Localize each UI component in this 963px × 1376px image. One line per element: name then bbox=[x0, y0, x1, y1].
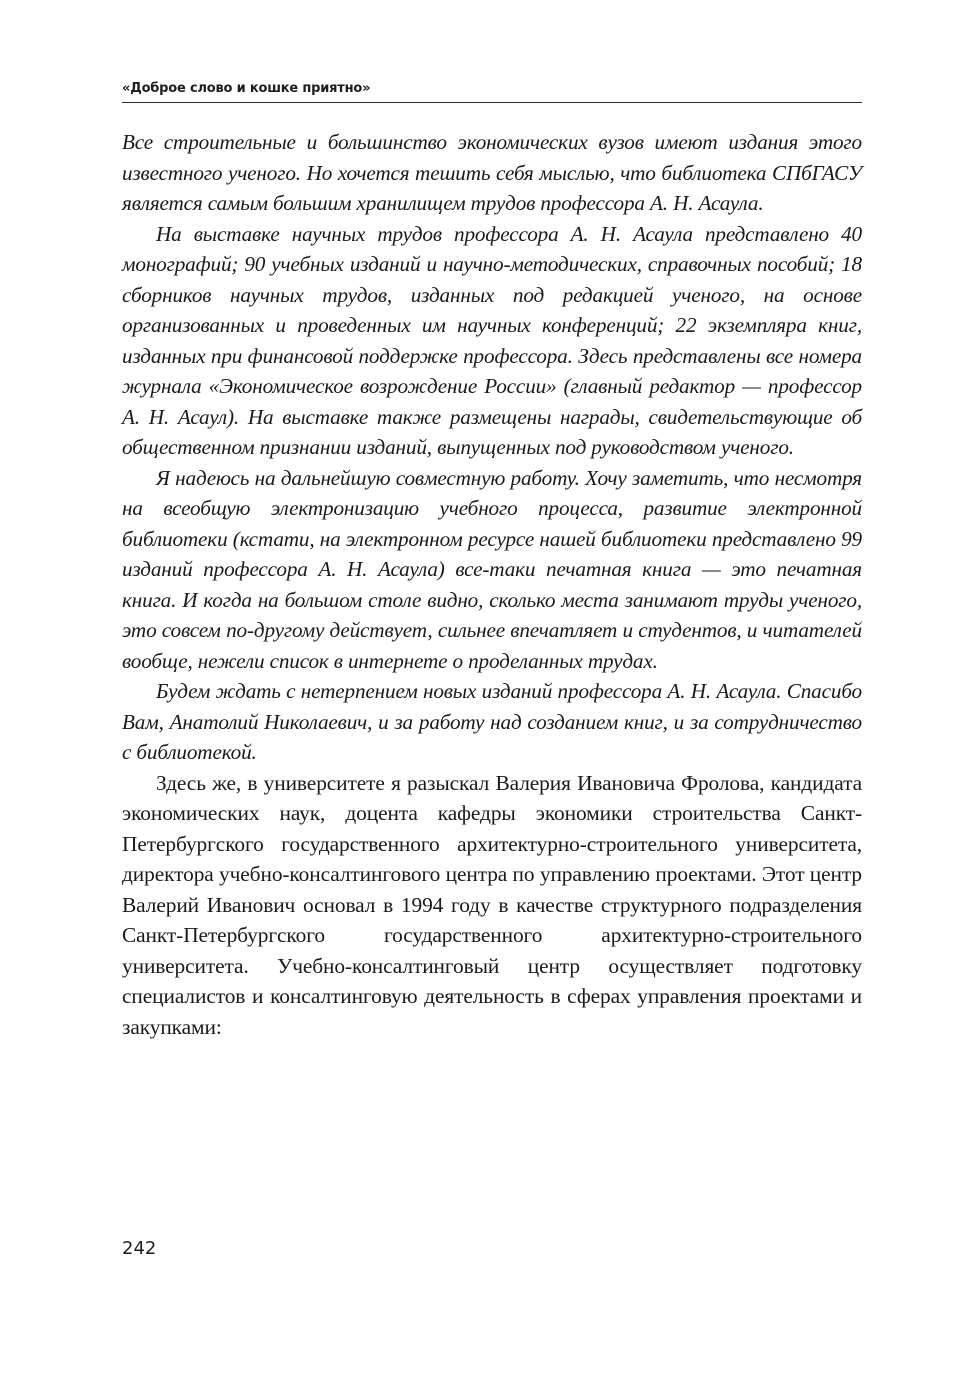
paragraph-frolov: Здесь же, в университете я разыскал Валерия Ивановича Фролова, кандидата экономических наук, доцента кафедры экономики строительства Санкт-Петербургского государственного архитектурно-строительного университета, директора учебно-консалтингового центра по управлению проектами. Этот центр Валерий Иванович основал в 1994 году в качестве структурного подразделения Санкт-Петербургского государственного архитектурно-строительного университета. Учебно-консалтинговый центр осуществляет подготовку специалистов и консалтинговую деятельность в сферах управления проектами и закупками: bbox=[122, 770, 862, 1039]
paragraph-cooperation: Я надеюсь на дальнейшую совместную работу. Хочу заметить, что несмотря на всеобщую электронизацию учебного процесса, развитие электронной библиотеки (кстати, на электронном ресурсе нашей библиотеки представлено 99 изданий профессора А. Н. Асаула) все-таки печатная книга — это печатная книга. И когда на большом столе видно, сколько места занимают труды ученого, это совсем по-другому действует, сильнее впечатляет и студентов, и читателей вообще, нежели список в интернете о проделанных трудах. bbox=[122, 465, 862, 673]
running-head: «Доброе слово и кошке приятно» bbox=[122, 81, 371, 96]
header-rule bbox=[122, 102, 862, 103]
paragraph-exhibition: На выставке научных трудов профессора А. Н. Асаула представлено 40 монографий; 90 учебных изданий и научно-методических, справочных пособий; 18 сборников научных трудов, изданных под редакцией ученого, на основе организованных и проведенных им научных конференций; 22 экземпляра книг, изданных при финансовой поддержке профессора. Здесь представлены все номера журнала «Экономическое возрождение России» (главный редактор — профессор А. Н. Асаул). На выставке также размещены награды, свидетельствующие об общественном признании изданий, выпущенных под руководством ученого. bbox=[122, 221, 862, 459]
paragraph-quote-continued: Все строительные и большинство экономических вузов имеют издания этого известного ученого. Но хочется тешить себя мыслью, что библиотека СПбГАСУ является самым большим хранилищем трудов профессора А. Н. Асаула. bbox=[122, 130, 862, 215]
page-number: 242 bbox=[122, 1238, 157, 1259]
page-body bbox=[122, 127, 862, 1042]
paragraph-thanks: Будем ждать с нетерпением новых изданий профессора А. Н. Асаула. Спасибо Вам, Анатолий Николаевич, и за работу над созданием книг, и за сотрудничество с библиотекой. bbox=[122, 679, 862, 764]
